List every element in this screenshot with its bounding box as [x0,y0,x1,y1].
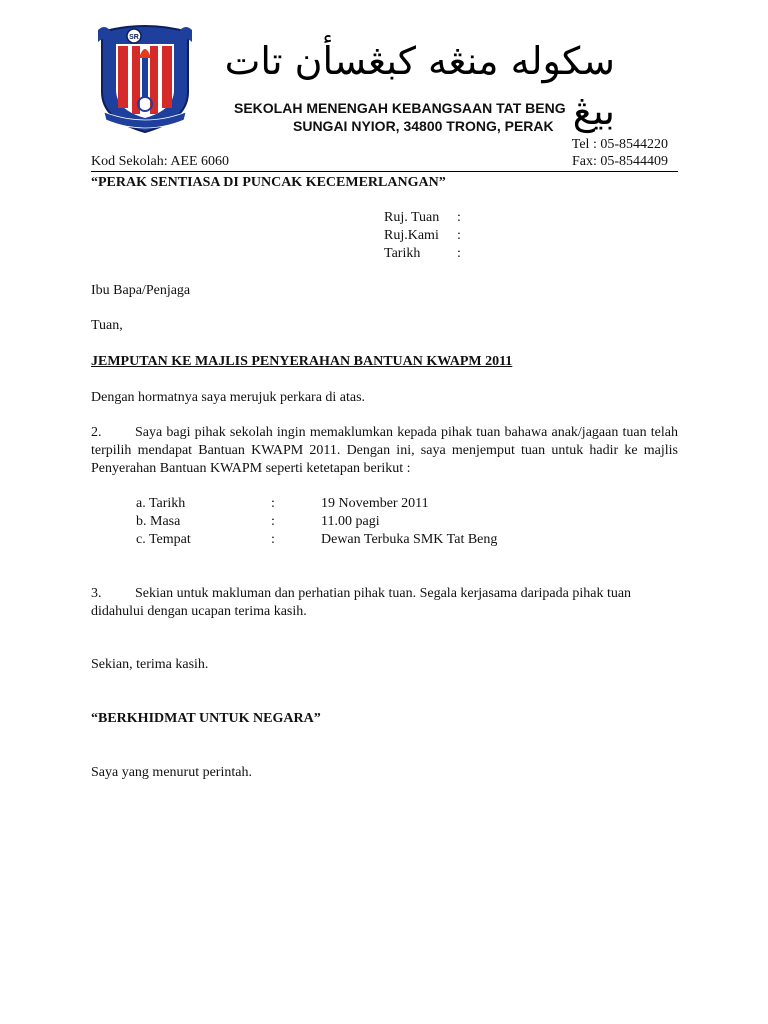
detail-value: Dewan Terbuka SMK Tat Beng [321,532,498,547]
reference-row [384,227,584,245]
reference-label: Tarikh [384,246,421,261]
detail-row [136,531,536,549]
detail-colon: : [271,532,275,547]
school-crest-logo [96,22,194,134]
reference-colon: : [457,210,461,225]
detail-label: a. Tarikh [136,496,186,511]
paragraph-number: 3. [91,586,102,601]
detail-value: 19 November 2011 [321,496,429,511]
paragraph-2-text: Saya bagi pihak sekolah ingin memaklumkan kepada pihak tuan bahawa anak/jagaan tuan telah terpilih mendapat Bantuan KWAPM 2011. Dengan ini, saya menjemput tuan untuk hadir ke majlis Penyerahan Bantuan KWAPM seperti ketetapan berikut : [91,425,678,476]
closing-line: Sekian, terima kasih. [91,657,209,672]
state-motto: “PERAK SENTIASA DI PUNCAK KECEMERLANGAN” [91,175,446,190]
recipient: Ibu Bapa/Penjaga [91,283,191,298]
reference-colon: : [457,246,461,261]
sign-off: Saya yang menurut perintah. [91,765,252,780]
school-address: SUNGAI NYIOR, 34800 TRONG, PERAK [293,118,554,134]
reference-label: Ruj. Tuan [384,210,440,225]
paragraph-3 [91,585,678,621]
detail-row [136,513,536,531]
school-name: SEKOLAH MENENGAH KEBANGSAAN TAT BENG [234,100,566,116]
reference-row [384,209,584,227]
reference-colon: : [457,228,461,243]
svg-text:SR: SR [129,34,139,41]
reference-row [384,245,584,263]
letter-subject: JEMPUTAN KE MAJLIS PENYERAHAN BANTUAN KWAPM 2011 [91,354,513,369]
telephone-number: Tel : 05-8544220 [571,137,668,152]
reference-block [384,209,584,263]
school-name-jawi: سکوله منڠه کبڠسأن تات بيڠ [224,39,615,133]
paragraph-3-text: Sekian untuk makluman dan perhatian pihak tuan. Segala kerjasama daripada pihak tuan didahului dengan ucapan terima kasih. [91,586,632,619]
detail-value: 11.00 pagi [321,514,380,529]
detail-label: b. Masa [136,514,181,529]
fax-number: Fax: 05-8544409 [571,154,668,169]
detail-label: c. Tempat [136,532,191,547]
detail-row [136,495,536,513]
detail-colon: : [271,496,275,511]
event-details [136,495,536,549]
paragraph-1: Dengan hormatnya saya merujuk perkara di atas. [91,390,366,405]
reference-label: Ruj.Kami [384,228,439,243]
header-divider [91,171,678,172]
paragraph-number: 2. [91,425,102,440]
salutation: Tuan, [91,318,123,333]
school-code: Kod Sekolah: AEE 6060 [91,154,230,169]
service-slogan: “BERKHIDMAT UNTUK NEGARA” [91,711,321,726]
detail-colon: : [271,514,275,529]
paragraph-2 [91,424,678,478]
